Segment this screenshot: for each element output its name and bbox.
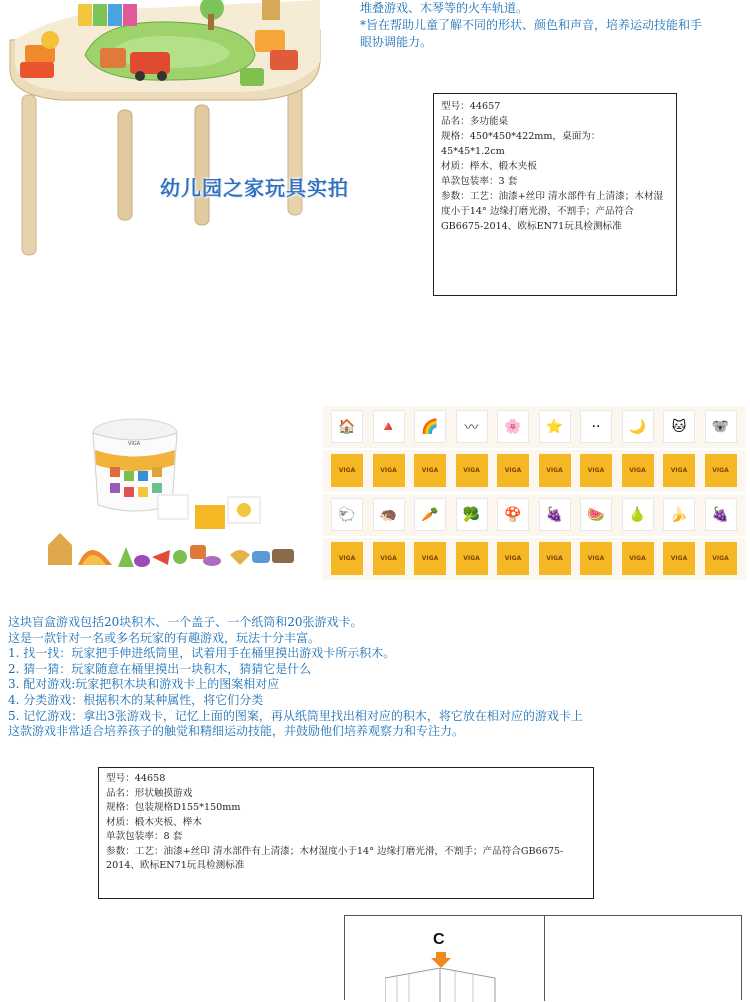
- game-card-back: VIGA: [414, 454, 446, 487]
- game-card-back: VIGA: [622, 454, 654, 487]
- game-card-front: 🐱: [663, 410, 695, 443]
- spec-model: 型号：44657: [441, 101, 501, 112]
- game-card-front: 🥕: [414, 498, 446, 531]
- game-card-front: ··: [580, 410, 612, 443]
- game-card-back: VIGA: [373, 454, 405, 487]
- game-card-back: VIGA: [331, 542, 363, 575]
- spec-box-44658: [98, 767, 594, 899]
- box-sketch: [385, 968, 505, 1002]
- game-card-front: 🏠: [331, 410, 363, 443]
- game-card-front: 🌈: [414, 410, 446, 443]
- spec-params: 参数：工艺：油漆+丝印 清水部件有上清漆；木材湿度小于14° 边缘打磨光滑，不割手；产品符合GB6675-2014、欧标EN71玩具检测标准: [441, 191, 664, 232]
- game-card-front: 🍌: [663, 498, 695, 531]
- bucket-brand: VIGA: [128, 441, 141, 447]
- description-line: 眼协调能力。: [360, 35, 433, 49]
- game-card-back: VIGA: [622, 542, 654, 575]
- game-card-back: VIGA: [414, 542, 446, 575]
- game-card-back: VIGA: [539, 542, 571, 575]
- game-card-back: VIGA: [497, 454, 529, 487]
- down-arrow-icon: [431, 952, 451, 968]
- description-line: 堆叠游戏、木琴等的火车轨道。: [360, 1, 529, 15]
- game-card-front: 🍄: [497, 498, 529, 531]
- spec-material: 材质：椴木夹板、榉木: [106, 816, 202, 828]
- game-card-back: VIGA: [663, 542, 695, 575]
- instruction-line: 3. 配对游戏:玩家把积木块和游戏卡上的图案相对应: [8, 677, 280, 692]
- game-card-back: VIGA: [373, 542, 405, 575]
- spec-size: 规格：450*450*422mm，桌面为：: [441, 131, 601, 142]
- game-card-back: VIGA: [539, 454, 571, 487]
- spec-size: 规格：包装规格D155*150mm: [106, 802, 241, 813]
- game-card-front: ⭐: [539, 410, 571, 443]
- game-card-front: 🌙: [622, 410, 654, 443]
- game-card-back: VIGA: [705, 542, 737, 575]
- instruction-line: 5. 记忆游戏：拿出3张游戏卡，记忆上面的图案，再从纸筒里找出相对应的积木，将它放在相对应的游戏卡上: [8, 708, 583, 723]
- game-instructions: [8, 615, 748, 740]
- game-card-front: 〰: [456, 410, 488, 443]
- instruction-line: 2. 猜一猜：玩家随意在桶里摸出一块积木，猜猜它是什么: [8, 661, 312, 676]
- photo-watermark: 幼儿园之家玩具实拍: [160, 176, 349, 200]
- game-card-front: 🔺: [373, 410, 405, 443]
- instruction-line: 1. 找一找：玩家把手伸进纸筒里，试着用手在桶里摸出游戏卡所示积木。: [8, 646, 396, 661]
- game-card-back: VIGA: [705, 454, 737, 487]
- game-card-front: 🍇: [539, 498, 571, 531]
- game-card-front: 🍐: [622, 498, 654, 531]
- spec-packing: 单款包装率：3 套: [441, 176, 518, 187]
- table-description: [360, 0, 745, 51]
- game-card-back: VIGA: [580, 454, 612, 487]
- spec-model: 型号：44658: [106, 773, 166, 784]
- game-card-back: VIGA: [456, 542, 488, 575]
- game-card-front: 🐨: [705, 410, 737, 443]
- spec-name: 品名：形状触摸游戏: [106, 787, 193, 799]
- description-line: *旨在帮助儿童了解不同的形状、颜色和声音，培养运动技能和手: [360, 18, 703, 32]
- game-card-front: 🍇: [705, 498, 737, 531]
- diagram-label: C: [433, 931, 445, 948]
- game-card-front: 🐑: [331, 498, 363, 531]
- spec-packing: 单款包装率：8 套: [106, 831, 183, 842]
- shape-touch-game-photo: [40, 405, 310, 585]
- game-card-front: 🍉: [580, 498, 612, 531]
- game-card-back: VIGA: [580, 542, 612, 575]
- spec-params: 参数：工艺：油漆+丝印 清水部件有上清漆；木材湿度小于14° 边缘打磨光滑，不割手；产品符合GB6675-2014、欧标EN71玩具检测标准: [106, 845, 564, 871]
- game-card-front: 🥦: [456, 498, 488, 531]
- activity-table-photo: [0, 0, 420, 300]
- game-card-back: VIGA: [663, 454, 695, 487]
- instruction-line: 这是一款针对一名或多名玩家的有趣游戏，玩法十分丰富。: [8, 630, 321, 645]
- game-card-back: VIGA: [331, 454, 363, 487]
- game-card-front: 🦔: [373, 498, 405, 531]
- spec-name: 品名：多功能桌: [441, 116, 509, 127]
- spec-box-44657: [433, 93, 677, 296]
- game-card-grid: [323, 406, 746, 579]
- packaging-diagram: [344, 915, 742, 1000]
- game-card-back: VIGA: [456, 454, 488, 487]
- diagram-divider: [544, 916, 545, 1001]
- game-card-back: VIGA: [497, 542, 529, 575]
- instruction-line: 这块盲盒游戏包括20块积木、一个盖子、一个纸筒和20张游戏卡。: [8, 615, 363, 629]
- instruction-line: 这款游戏非常适合培养孩子的触觉和精细运动技能，并鼓励他们培养观察力和专注力。: [8, 724, 465, 739]
- spec-material: 材质：榉木、椴木夹板: [441, 161, 537, 172]
- game-card-front: 🌸: [497, 410, 529, 443]
- spec-size-detail: 45*45*1.2cm: [441, 146, 505, 157]
- instruction-line: 4. 分类游戏：根据积木的某种属性，将它们分类: [8, 692, 264, 707]
